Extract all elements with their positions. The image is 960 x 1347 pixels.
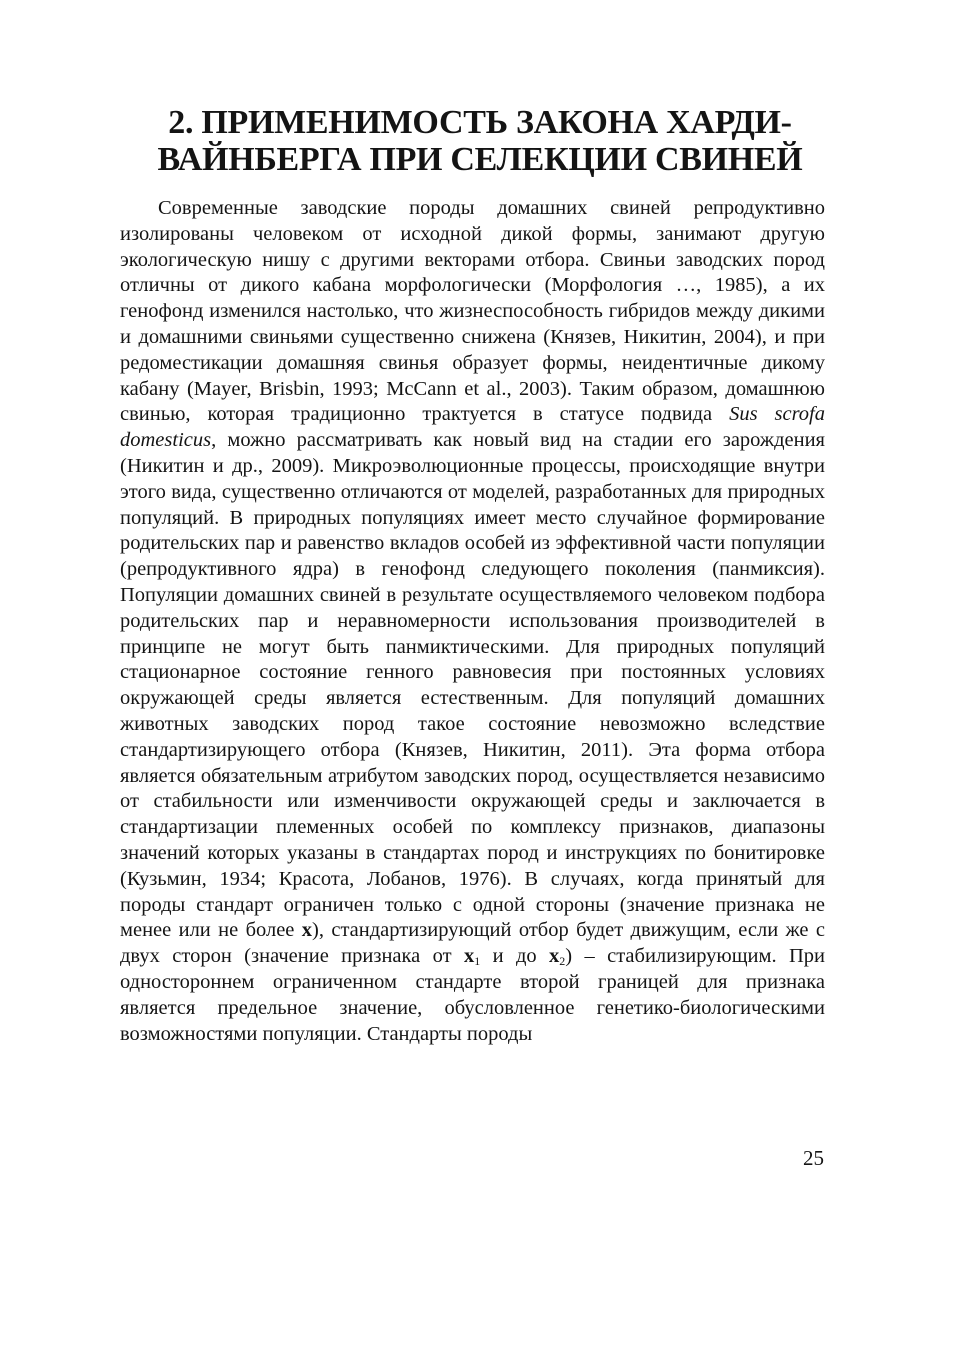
- variable-x2: x: [549, 945, 560, 968]
- body-paragraph: [120, 196, 825, 1047]
- paragraph-text-part-3: ), стандартизирующий отбор будет движущим, если же с двух сторон (значение признака от: [120, 919, 825, 968]
- chapter-heading-line-2: ВАЙНБЕРГА ПРИ СЕЛЕКЦИИ СВИНЕЙ: [157, 141, 803, 178]
- species-name: Sus scrofa domesticus: [120, 403, 825, 452]
- paragraph-text-part-4: и до: [480, 945, 550, 968]
- paragraph-text-part-2: , можно рассматривать как новый вид на стадии его зарождения (Никитин и др., 2009). Микроэволюционные процессы, происходящие внутри этого вида, существенно отличаются от моделей, разработанных для природных популяций. В природных популяциях имеет место случайное формирование родительских пар и равенство вкладов особей из эффективной части популяции (репродуктивного ядра) в генофонд следующего поколения (панмиксия). Популяции домашних свиней в результате осуществляемого человеком подбора родительских пар и неравномерности использования производителей в принципе не могут быть панмиктическими. Для природных популяций стационарное состояние генного равновесия при постоянных условиях окружающей среды является естественным. Для популяций домашних животных заводских пород такое состояние невозможно вследствие стандартизирующего отбора (Князев, Никитин, 2011). Эта форма отбора является обязательным атрибутом заводских пород, осуществляется независимо от стабильности или изменчивости окружающей среды и заключается в стандартизации племенных особей по комплексу признаков, диапазоны значений которых указаны в стандартах пород и инструкциях по бонитировке (Кузьмин, 1934; Красота, Лобанов, 1976). В случаях, когда принятый для породы стандарт ограничен только с одной стороны (значение признака не менее или не более: [120, 429, 825, 942]
- subscript-2: 2: [559, 954, 566, 969]
- chapter-heading-line-1: 2. ПРИМЕНИМОСТЬ ЗАКОНА ХАРДИ-: [168, 104, 792, 141]
- page-number: 25: [803, 1146, 824, 1170]
- variable-x: x: [301, 919, 313, 942]
- paragraph-text-part-1: Современные заводские породы домашних свиней репродуктивно изолированы человеком от исходной дикой формы, занимают другую экологическую нишу с другими векторами отбора. Свиньи заводских пород отличны от дикого кабана морфологически (Морфология …, 1985), а их генофонд изменился настолько, что жизнеспособность гибридов между дикими и домашними свиньями существенно снижена (Князев, Никитин, 2004), и при редоместикации домашняя свинья образует формы, неидентичные дикому кабану (Mayer, Brisbin, 1993; McCann et al., 2003). Таким образом, домашнюю свинью, которая традиционно трактуется в статусе подвида: [120, 197, 825, 426]
- subscript-1: 1: [474, 954, 481, 969]
- chapter-heading: [120, 104, 840, 178]
- variable-x1: x: [463, 945, 475, 968]
- paragraph-text-part-5: ) – стабилизирующим. При одностороннем ограниченном стандарте второй границей для признака является предельное значение, обусловленное генетико-биологическими возможностями популяции. Стандарты породы: [120, 945, 825, 1045]
